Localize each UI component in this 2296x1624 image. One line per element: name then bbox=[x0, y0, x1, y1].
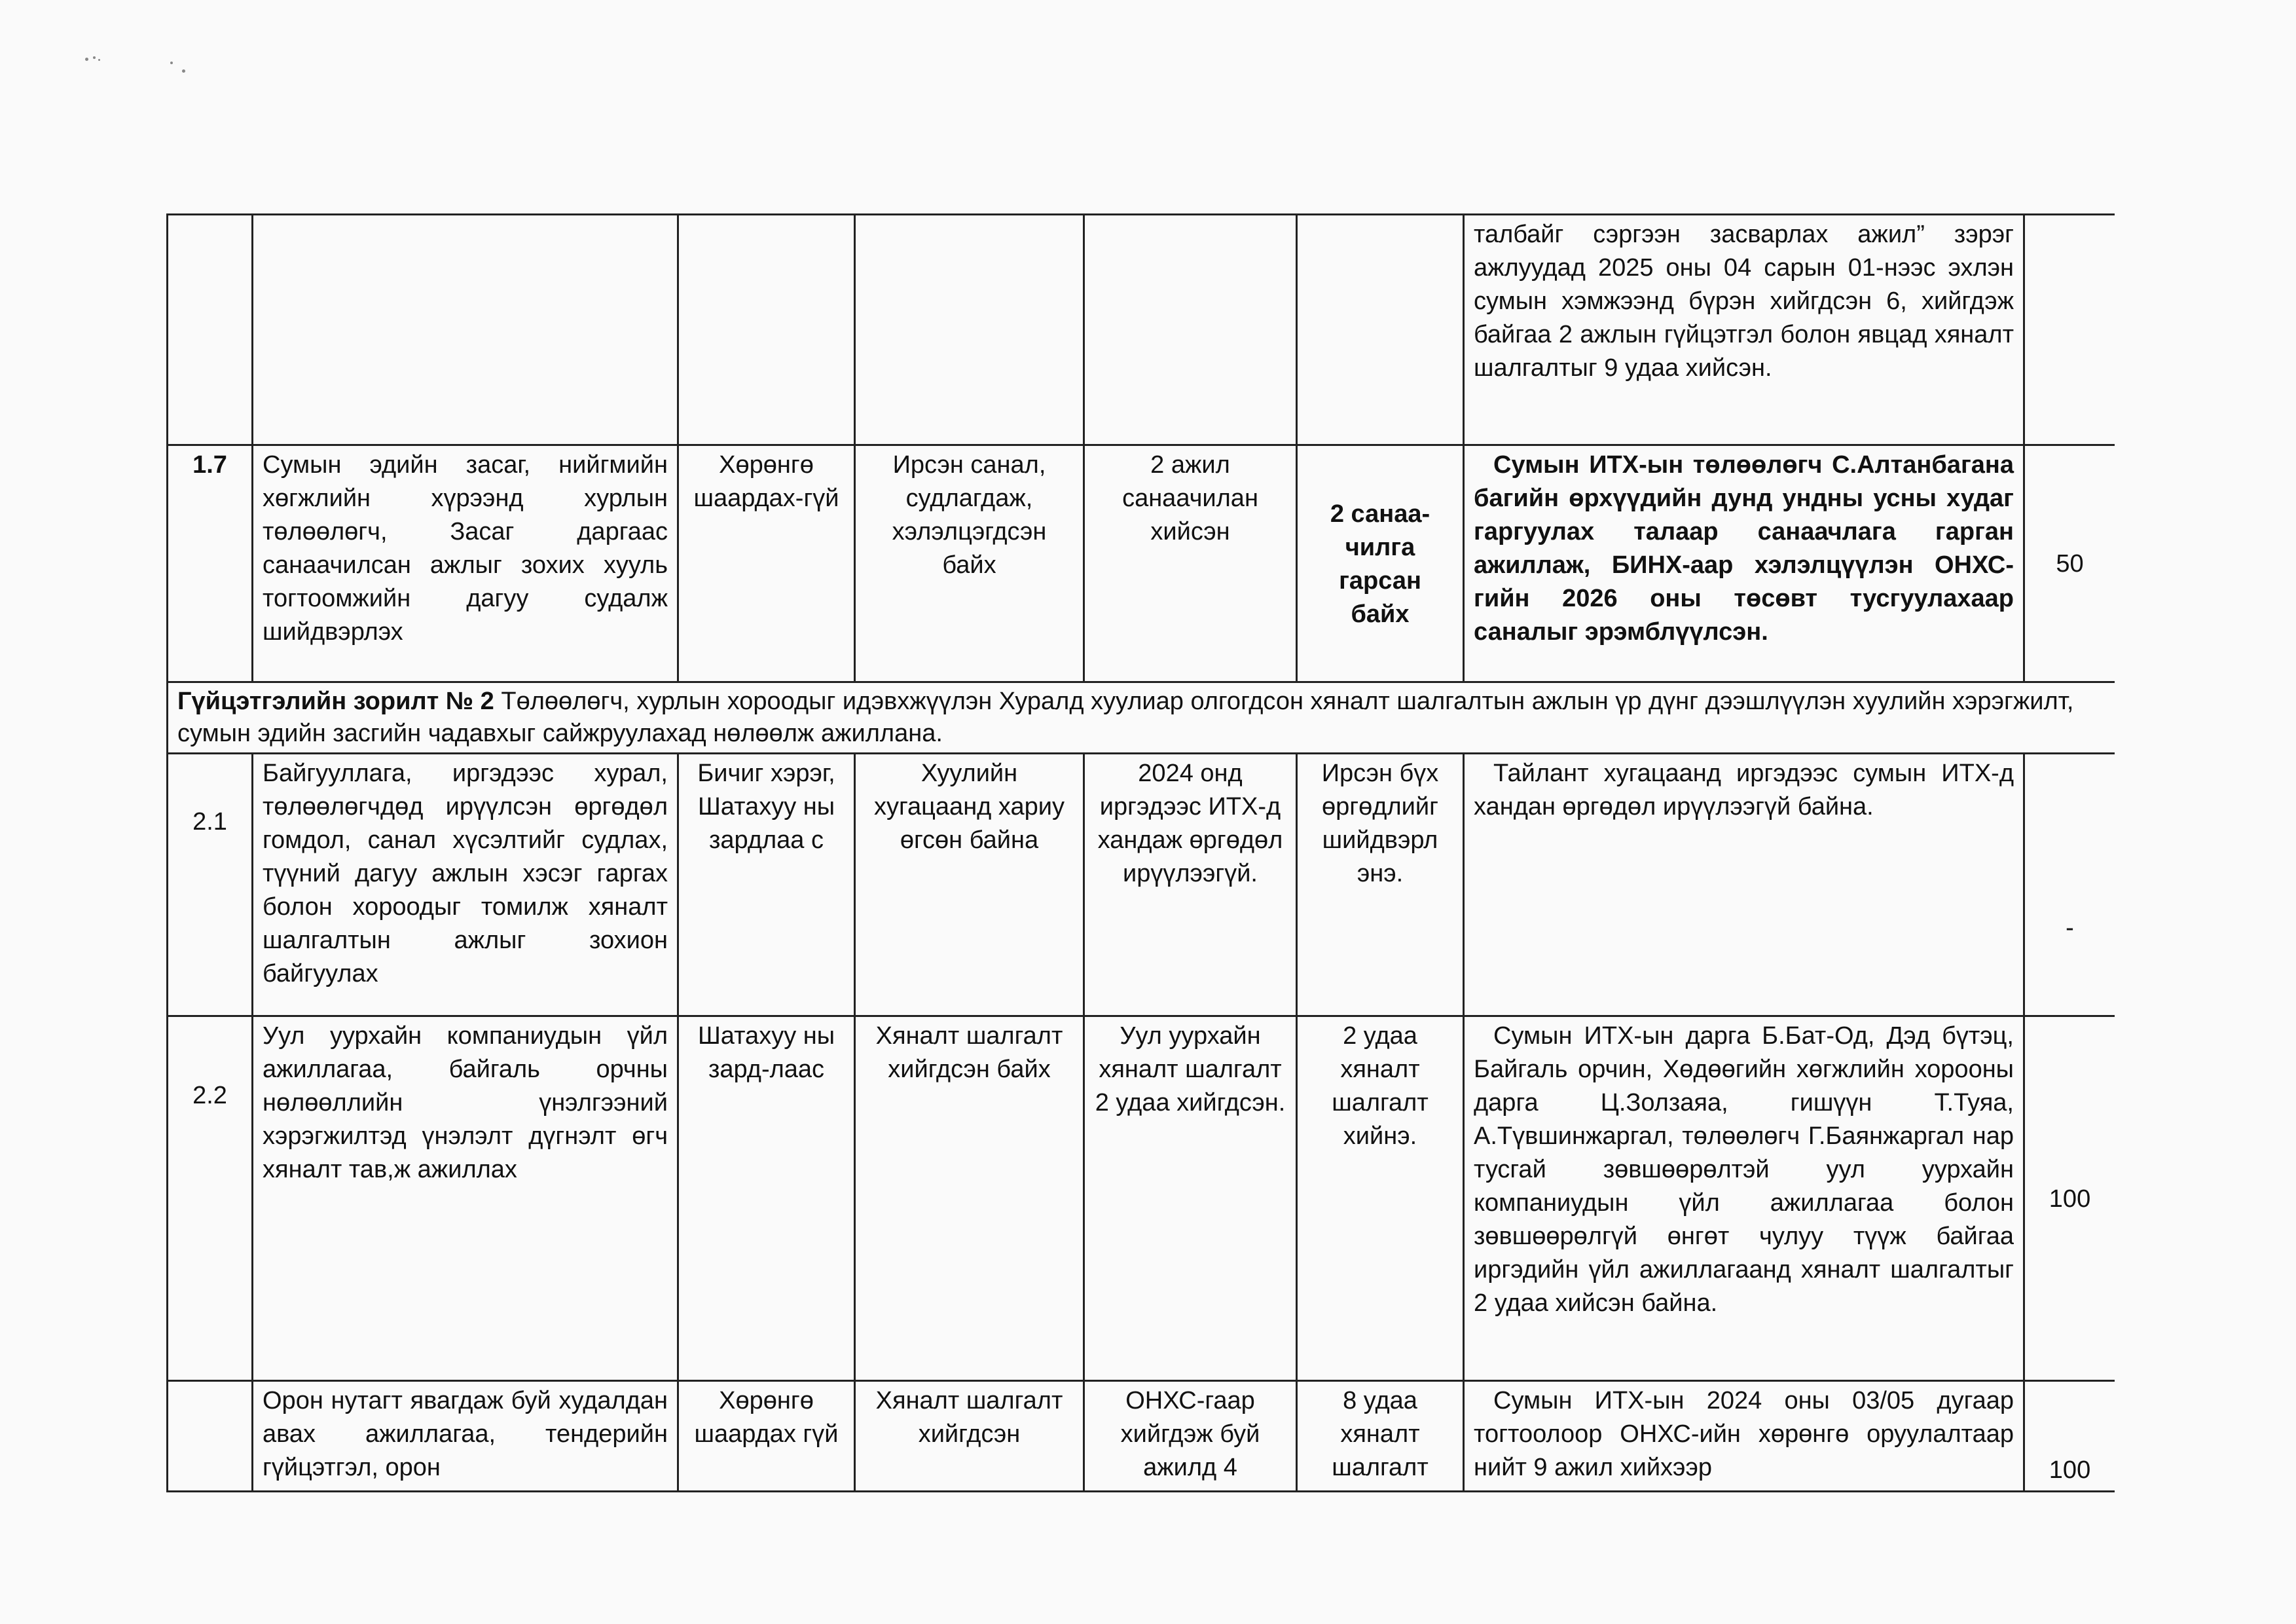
cell-budget: Хөрөнгө шаардах гүй bbox=[678, 1381, 855, 1492]
table-row-continuation bbox=[168, 215, 2115, 445]
cell-indicator-empty bbox=[855, 215, 1084, 445]
cell-base-empty bbox=[1084, 215, 1297, 445]
table-row-2-1 bbox=[168, 754, 2115, 1016]
cell-task-empty bbox=[253, 215, 678, 445]
cell-target: 2 удаа хяналт шалгалт хийнэ. bbox=[1297, 1016, 1464, 1381]
goal-heading-cell bbox=[168, 682, 2115, 754]
cell-score: 100 bbox=[2024, 1381, 2115, 1492]
cell-result: Сумын ИТХ-ын 2024 оны 03/05 дугаар тогтоолоор ОНХС-ийн хөрөнгө оруулалтаар нийт 9 ажил хийхээр bbox=[1464, 1381, 2024, 1492]
cell-result: Сумын ИТХ-ын дарга Б.Бат-Од, Дэд бүтэц, Байгаль орчин, Хөдөөгийн хөгжлийн хорооны дарга Ц.Золзаяа, гишүүн Т.Туяа, А.Түвшинжаргал, төлөөлөгч Г.Баянжаргал нар тусгай зөвшөөрөлтэй уул уурхайн компаниудын үйл ажиллагаа болон зөвшөөрөлгүй өнгөт чулуу түүж байгаа иргэдийн үйл ажиллагаанд хяналт шалгалтыг 2 удаа хийсэн байна. bbox=[1464, 1016, 2024, 1381]
cell-base: 2 ажил санаачилан хийсэн bbox=[1084, 445, 1297, 682]
report-table-sheet bbox=[166, 213, 2115, 1526]
cell-score: - bbox=[2024, 754, 2115, 1016]
cell-target-empty bbox=[1297, 215, 1464, 445]
cell-task: Орон нутагт явагдаж буй худалдан авах ажиллагаа, тендерийн гүйцэтгэл, орон bbox=[253, 1381, 678, 1492]
cell-score-empty bbox=[2024, 215, 2115, 445]
cell-budget: Бичиг хэрэг, Шатахуу ны зардлаа с bbox=[678, 754, 855, 1016]
cell-task: Байгууллага, иргэдээс хурал, төлөөлөгчдөд ирүүлсэн өргөдөл гомдол, санал хүсэлтийг судлах, түүний дагуу ажлын хэсэг гаргах болон хороодыг томилж хяналт шалгалтын ажлыг зохион байгуулах bbox=[253, 754, 678, 1016]
cell-base: ОНХС-гаар хийгдэж буй ажилд 4 bbox=[1084, 1381, 1297, 1492]
cell-indicator: Хяналт шалгалт хийгдсэн байх bbox=[855, 1016, 1084, 1381]
cell-indicator: Ирсэн санал, судлагдаж, хэлэлцэгдсэн байх bbox=[855, 445, 1084, 682]
goal-label: Гүйцэтгэлийн зорилт № 2 bbox=[177, 688, 494, 715]
plan-report-table bbox=[166, 213, 2115, 1492]
table-row-1-7 bbox=[168, 445, 2115, 682]
cell-task: Сумын эдийн засаг, нийгмийн хөгжлийн хүрээнд хурлын төлөөлөгч, Засаг даргаас санаачилсан ажлыг зохих хууль тогтоомжийн дагуу судалж шийдвэрлэх bbox=[253, 445, 678, 682]
cell-number-empty bbox=[168, 215, 253, 445]
cell-base: Уул уурхайн хяналт шалгалт 2 удаа хийгдсэн. bbox=[1084, 1016, 1297, 1381]
cell-number: 2.1 bbox=[168, 754, 253, 1016]
cell-result: талбайг сэргээн засварлах ажил” зэрэг ажлуудад 2025 оны 04 сарын 01-нээс эхлэн сумын хэмжээнд бүрэн хийгдсэн 6, хийгдэж байгаа 2 ажлын гүйцэтгэл болон явцад хяналт шалгалтыг 9 удаа хийсэн. bbox=[1464, 215, 2024, 445]
cell-budget: Шатахуу ны зард-лаас bbox=[678, 1016, 855, 1381]
cell-target: Ирсэн бүх өргөдлийг шийдвэрл энэ. bbox=[1297, 754, 1464, 1016]
goal-text: Төлөөлөгч, хурлын хороодыг идэвхжүүлэн Хуралд хуулиар олгогдсон хяналт шалгалтын ажлын үр дүнг дээшлүүлэн хуулийн хэрэгжилт, сумын эдийн засгийн чадавхыг сайжруулахад нөлөөлж ажиллана. bbox=[177, 688, 2074, 747]
cell-budget: Хөрөнгө шаардах-гүй bbox=[678, 445, 855, 682]
cell-score: 50 bbox=[2024, 445, 2115, 682]
cell-target: 2 санаа-чилга гарсан байх bbox=[1297, 445, 1464, 682]
cell-base: 2024 онд иргэдээс ИТХ-д хандаж өргөдөл ирүүлээгүй. bbox=[1084, 754, 1297, 1016]
cell-indicator: Хяналт шалгалт хийгдсэн bbox=[855, 1381, 1084, 1492]
cell-indicator: Хуулийн хугацаанд хариу өгсөн байна bbox=[855, 754, 1084, 1016]
cell-number: 2.2 bbox=[168, 1016, 253, 1381]
cell-result: Сумын ИТХ-ын төлөөлөгч С.Алтанбагана багийн өрхүүдийн дунд ундны усны худаг гаргуулах талаар санаачлага гарган ажиллаж, БИНХ-аар хэлэлцүүлэн ОНХС-гийн 2026 оны төсөвт тусгуулахаар саналыг эрэмблүүлсэн. bbox=[1464, 445, 2024, 682]
cell-target: 8 удаа хяналт шалгалт bbox=[1297, 1381, 1464, 1492]
table-row-goal-2 bbox=[168, 682, 2115, 754]
cell-budget-empty bbox=[678, 215, 855, 445]
cell-number bbox=[168, 1381, 253, 1492]
cell-score: 100 bbox=[2024, 1016, 2115, 1381]
scan-specks bbox=[85, 52, 216, 79]
table-row-2-2 bbox=[168, 1016, 2115, 1381]
cell-number: 1.7 bbox=[168, 445, 253, 682]
table-row-2-3 bbox=[168, 1381, 2115, 1492]
cell-result: Тайлант хугацаанд иргэдээс сумын ИТХ-д хандан өргөдөл ирүүлээгүй байна. bbox=[1464, 754, 2024, 1016]
cell-task: Уул уурхайн компаниудын үйл ажиллагаа, байгаль орчны нөлөөллийн үнэлгээний хэрэгжилтэд үнэлэлт дүгнэлт өгч хяналт тав,ж ажиллах bbox=[253, 1016, 678, 1381]
